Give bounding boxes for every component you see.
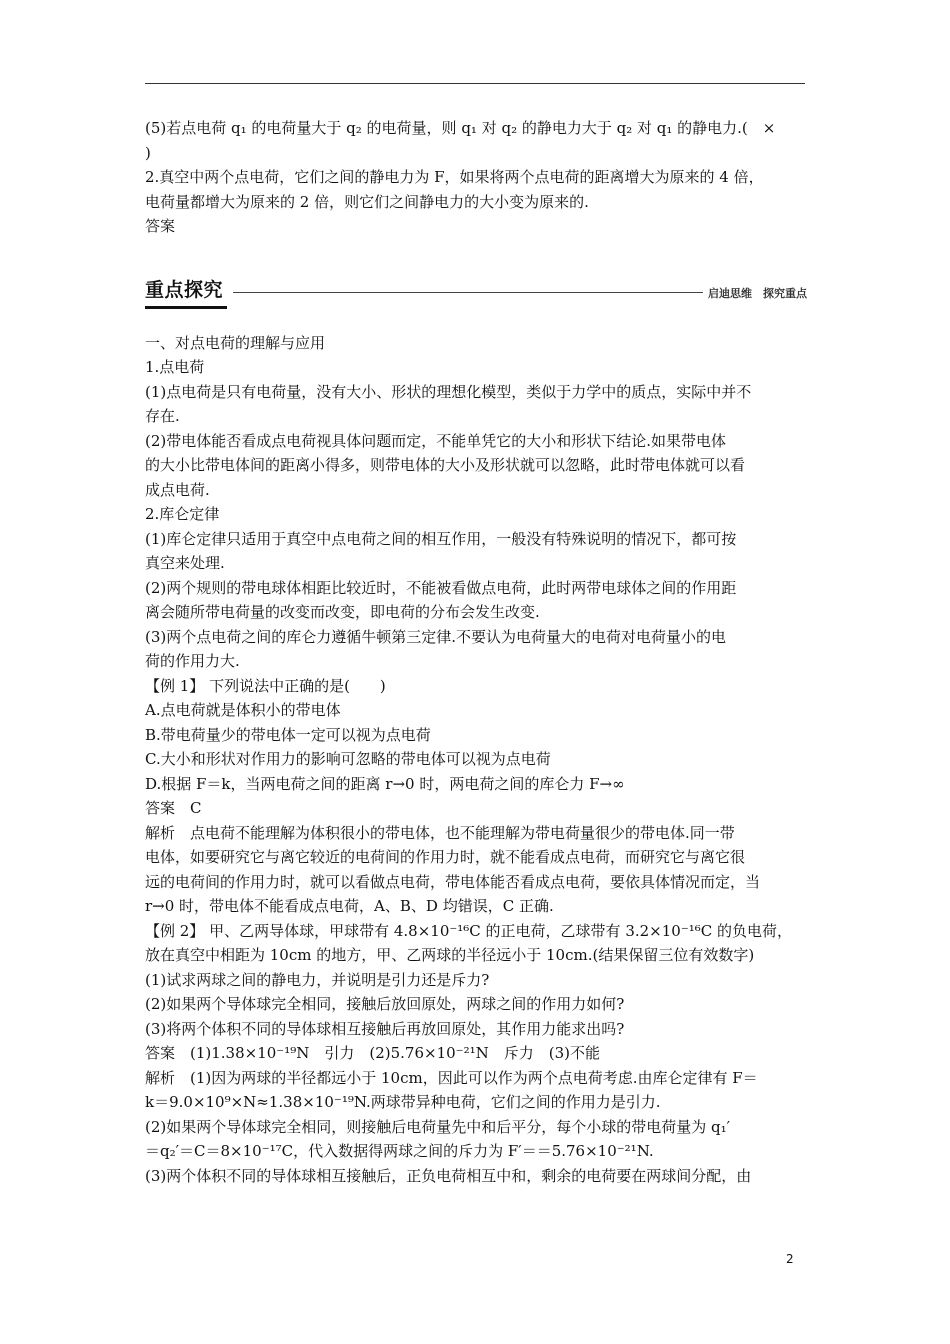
text-line: 【例 2】 甲、乙两导体球，甲球带有 4.8×10⁻¹⁶C 的正电荷，乙球带有 3.2×10⁻¹⁶C 的负电荷， (145, 921, 793, 940)
main-block (145, 331, 807, 1189)
section-header (145, 277, 807, 311)
text-line: (1)点电荷是只有电荷量，没有大小、形状的理想化模型，类似于力学中的质点，实际中并不 (145, 382, 752, 401)
text-line: (2)两个规则的带电球体相距比较近时，不能被看做点电荷，此时两带电球体之间的作用距 (145, 578, 737, 597)
section-divider (233, 292, 703, 293)
text-line: 一、对点电荷的理解与应用 (145, 333, 326, 352)
text-line: B.带电荷量少的带电体一定可以视为点电荷 (145, 725, 431, 744)
text-line: ＝q₂′＝C＝8×10⁻¹⁷C，代入数据得两球之间的斥力为 F′＝＝5.76×10⁻²¹N. (145, 1142, 654, 1160)
text-line: D.根据 F＝k，当两电荷之间的距离 r→0 时，两电荷之间的库仑力 F→∞ (145, 774, 625, 793)
text-line: r→0 时，带电体不能看成点电荷，A、B、D 均错误，C 正确. (145, 897, 554, 915)
text-line: ) (145, 143, 151, 162)
text-line: 存在. (145, 407, 180, 425)
text-line: (3)两个体积不同的导体球相互接触后，正负电荷相互中和，剩余的电荷要在两球间分配，由 (145, 1166, 752, 1185)
text-line: 解析 点电荷不能理解为体积很小的带电体，也不能理解为带电荷量很少的带电体.同一带 (145, 823, 735, 842)
text-line: (2)带电体能否看成点电荷视具体问题而定，不能单凭它的大小和形状下结论.如果带电体 (145, 431, 727, 450)
text-line: (1)库仑定律只适用于真空中点电荷之间的相互作用，一般没有特殊说明的情况下，都可按 (145, 529, 737, 548)
text-line: 2.真空中两个点电荷，它们之间的静电力为 F，如果将两个点电荷的距离增大为原来的 4 倍， (145, 168, 764, 186)
page-number: 2 (786, 1252, 794, 1266)
text-line: 答案 (145, 217, 176, 235)
section-title: 重点探究 (145, 278, 224, 301)
text-line: 成点电荷. (145, 480, 210, 499)
header-rule (145, 83, 805, 84)
text-line: 的大小比带电体间的距离小得多，则带电体的大小及形状就可以忽略，此时带电体就可以看 (145, 456, 746, 474)
text-line: 【例 1】 下列说法中正确的是( ) (145, 676, 386, 695)
text-line: 电荷量都增大为原来的 2 倍，则它们之间静电力的大小变为原来的. (145, 192, 589, 211)
section-title-underline (145, 306, 227, 309)
text-line: 荷的作用力大. (145, 652, 240, 670)
text-line: 2.库仑定律 (145, 505, 220, 523)
text-line: (2)如果两个导体球完全相同，接触后放回原处，两球之间的作用力如何? (145, 995, 625, 1013)
text-line: k＝9.0×10⁹×N≈1.38×10⁻¹⁹N.两球带异种电荷，它们之间的作用力是引力. (145, 1093, 661, 1111)
text-line: (5)若点电荷 q₁ 的电荷量大于 q₂ 的电荷量，则 q₁ 对 q₂ 的静电力大于 q₂ 对 q₁ 的静电力.( × (145, 119, 776, 137)
text-line: 远的电荷间的作用力时，就可以看做点电荷，带电体能否看成点电荷，要依具体情况而定，当 (145, 872, 761, 891)
text-line: A.点电荷就是体积小的带电体 (145, 701, 341, 719)
page-content (145, 116, 807, 1188)
text-line: (2)如果两个导体球完全相同，则接触后电荷量先中和后平分，每个小球的带电荷量为 q₁′ (145, 1117, 731, 1136)
text-line: (3)将两个体积不同的导体球相互接触后再放回原处，其作用力能求出吗? (145, 1019, 625, 1038)
text-line: 放在真空中相距为 10cm 的地方，甲、乙两球的半径远小于 10cm.(结果保留三位有效数字) (145, 946, 755, 964)
text-line: 答案 (1)1.38×10⁻¹⁹N 引力 (2)5.76×10⁻²¹N 斥力 (3)不能 (145, 1044, 600, 1062)
text-line: C.大小和形状对作用力的影响可忽略的带电体可以视为点电荷 (145, 750, 551, 768)
text-line: (1)试求两球之间的静电力，并说明是引力还是斥力? (145, 970, 490, 989)
text-line: 真空来处理. (145, 554, 225, 572)
text-line: 答案 C (145, 799, 202, 817)
text-line: 解析 (1)因为两球的半径都远小于 10cm，因此可以作为两个点电荷考虑.由库仑定律有 F＝ (145, 1068, 758, 1087)
text-line: 1.点电荷 (145, 358, 205, 376)
text-line: 离会随所带电荷量的改变而改变，即电荷的分布会发生改变. (145, 603, 540, 621)
section-tag: 启迪思维 探究重点 (708, 286, 807, 300)
top-block (145, 116, 807, 239)
text-line: 电体，如要研究它与离它较近的电荷间的作用力时，就不能看成点电荷，而研究它与离它很 (145, 848, 746, 866)
text-line: (3)两个点电荷之间的库仑力遵循牛顿第三定律.不要认为电荷量大的电荷对电荷量小的电 (145, 627, 727, 646)
